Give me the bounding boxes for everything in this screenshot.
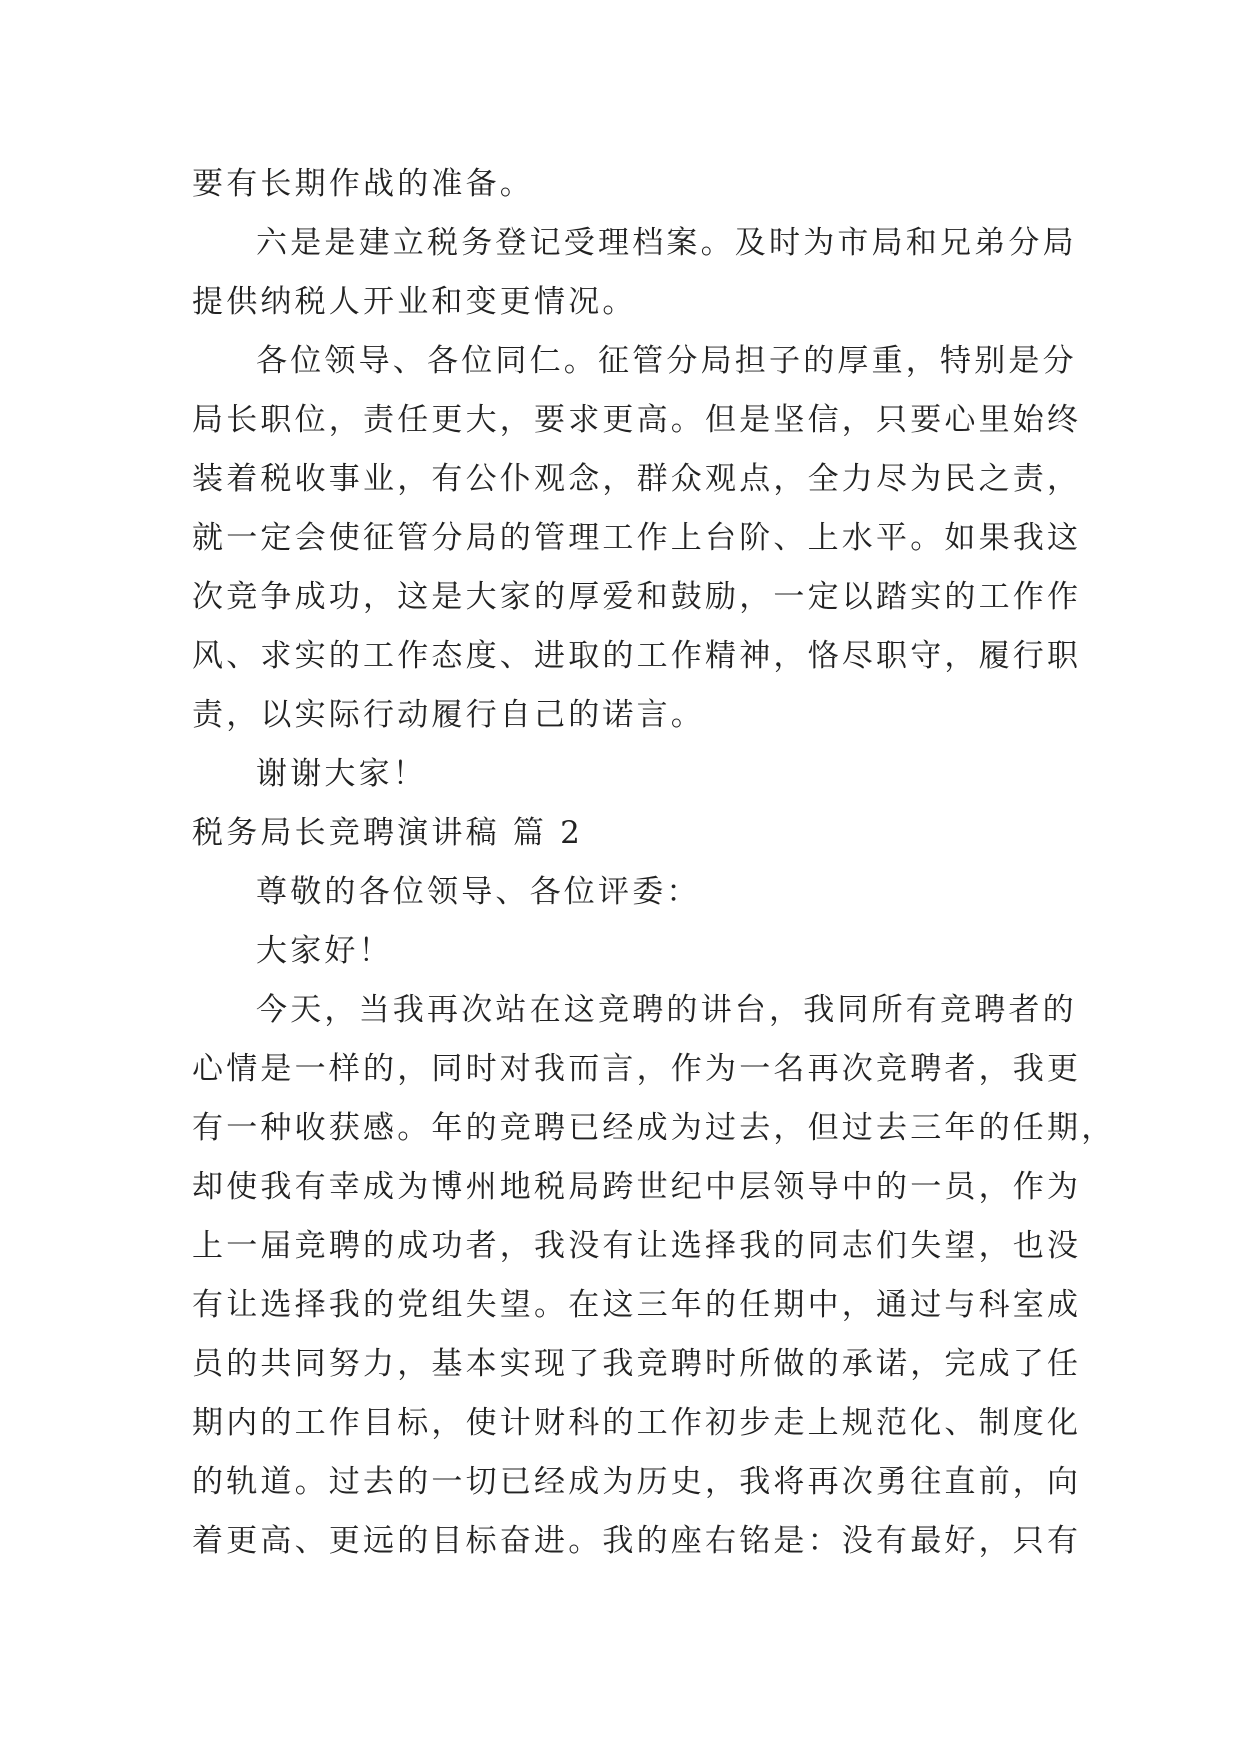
text-line: 提供纳税人开业和变更情况。	[192, 284, 637, 320]
text-line: 上一届竞聘的成功者，我没有让选择我的同志们失望，也没	[192, 1228, 1082, 1264]
text-line: 有一种收获感。年的竞聘已经成为过去，但过去三年的任期，	[192, 1110, 1116, 1146]
text-line: 的轨道。过去的一切已经成为历史，我将再次勇往直前，向	[192, 1464, 1082, 1500]
text-line: 责，以实际行动履行自己的诺言。	[192, 697, 705, 733]
text-line: 要有长期作战的准备。	[192, 166, 534, 202]
text-line: 着更高、更远的目标奋进。我的座右铭是：没有最好，只有	[192, 1523, 1082, 1559]
salutation-line: 尊敬的各位领导、各位评委：	[256, 874, 701, 910]
text-line: 却使我有幸成为博州地税局跨世纪中层领导中的一员，作为	[192, 1169, 1082, 1205]
text-line: 局长职位，责任更大，要求更高。但是坚信，只要心里始终	[192, 402, 1082, 438]
text-line: 装着税收事业，有公仆观念，群众观点，全力尽为民之责，	[192, 461, 1082, 497]
paragraph-line: 今天，当我再次站在这竞聘的讲台，我同所有竞聘者的	[256, 992, 1077, 1028]
text-line: 员的共同努力，基本实现了我竞聘时所做的承诺，完成了任	[192, 1346, 1082, 1382]
text-line: 有让选择我的党组失望。在这三年的任期中，通过与科室成	[192, 1287, 1082, 1323]
text-line: 期内的工作目标，使计财科的工作初步走上规范化、制度化	[192, 1405, 1082, 1441]
paragraph-line: 谢谢大家！	[256, 756, 427, 792]
text-line: 心情是一样的，同时对我而言，作为一名再次竞聘者，我更	[192, 1051, 1082, 1087]
section-heading: 税务局长竞聘演讲稿 篇 2	[192, 815, 584, 851]
greeting-line: 大家好！	[256, 933, 393, 969]
paragraph-line: 六是是建立税务登记受理档案。及时为市局和兄弟分局	[256, 225, 1077, 261]
paragraph-line: 各位领导、各位同仁。征管分局担子的厚重，特别是分	[256, 343, 1077, 379]
text-line: 风、求实的工作态度、进取的工作精神，恪尽职守，履行职	[192, 638, 1082, 674]
text-line: 就一定会使征管分局的管理工作上台阶、上水平。如果我这	[192, 520, 1082, 556]
text-line: 次竞争成功，这是大家的厚爱和鼓励，一定以踏实的工作作	[192, 579, 1082, 615]
